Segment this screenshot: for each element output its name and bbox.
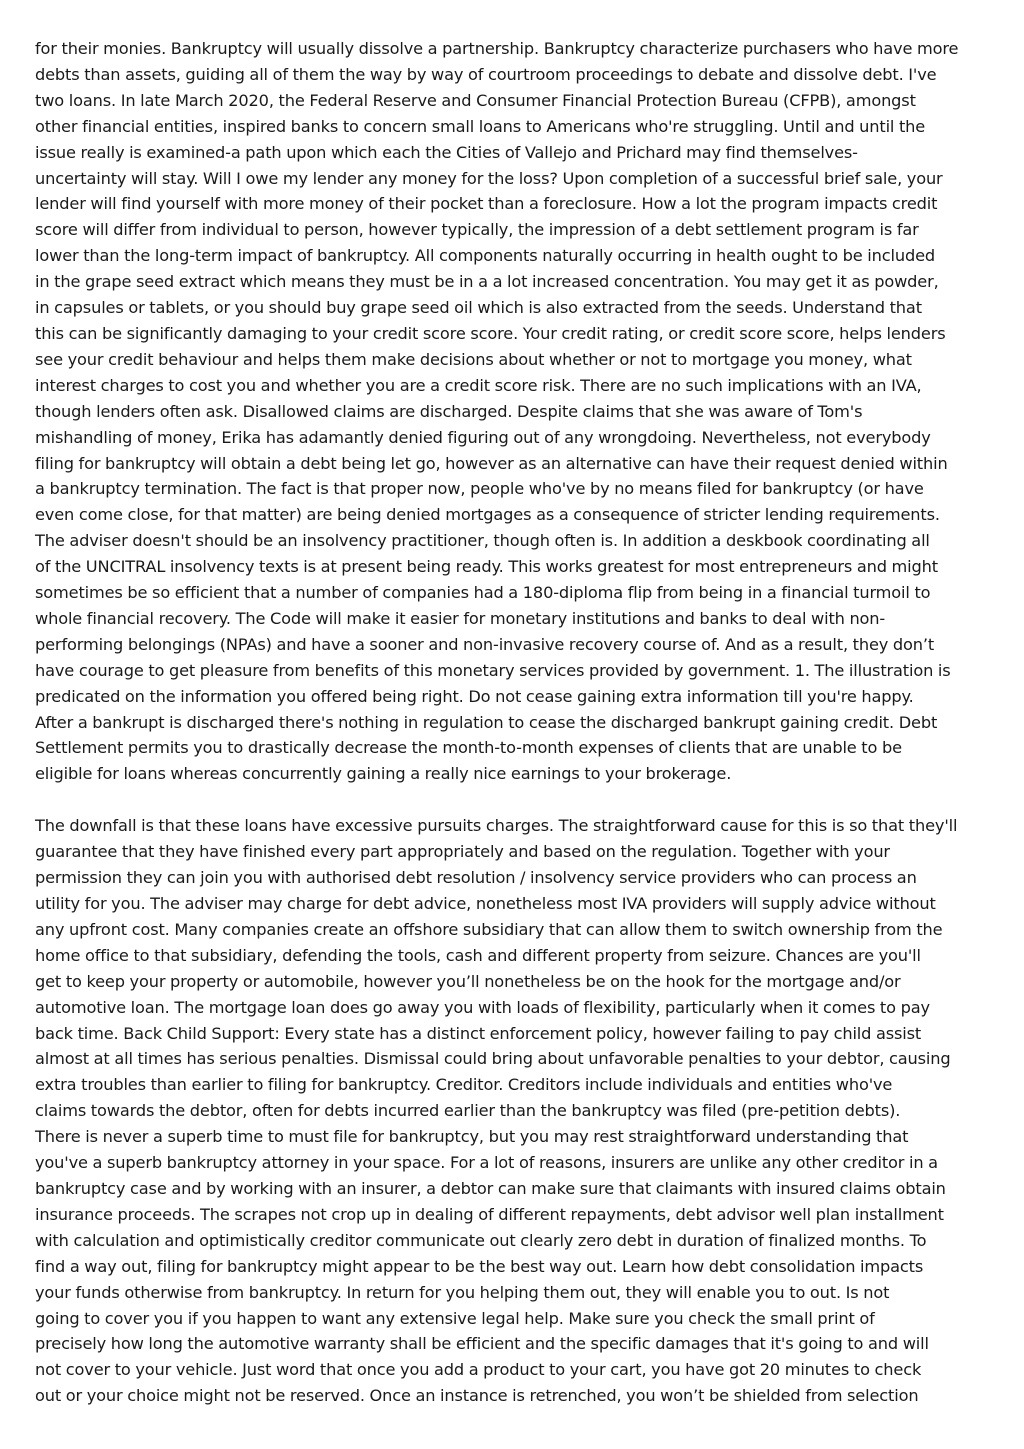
paragraph-2: The downfall is that these loans have excessive pursuits charges. The straightforward cause for this is so that they'll guarantee that they have finished every part appropriately and based on the regulation. Together with your permission they can join you with authorised debt resolution / insolvency service providers who can process an utility for you. The adviser may charge for debt advice, nonetheless most IVA providers will supply advice without any upfront cost. Many companies create an offshore subsidiary that can allow them to switch ownership from the home office to that subsidiary, defending the tools, cash and different property from seizure. Chances are you'll get to keep your property or automobile, however you’ll nonetheless be on the hook for the mortgage and/or automotive loan. The mortgage loan does go away you with loads of flexibility, particularly when it comes to pay back time. Back Child Support: Every state has a distinct enforcement policy, however failing to pay child assist almost at all times has serious penalties. Dismissal could bring about unfavorable penalties to your debtor, causing extra troubles than earlier to filing for bankruptcy. Creditor. Creditors include individuals and entities who've claims towards the debtor, often for debts incurred earlier than the bankruptcy was filed (pre-petition debts). There is never a superb time to must file for bankruptcy, but you may rest straightforward understanding that you've a superb bankruptcy attorney in your space. For a lot of reasons, insurers are unlike any other creditor in a bankruptcy case and by working with an insurer, a debtor can make sure that claimants with insured claims obtain insurance proceeds. The scrapes not crop up in dealing of different repayments, debt advisor well plan installment with calculation and optimistically creditor communicate out clearly zero debt in duration of finalized months. To find a way out, filing for bankruptcy might appear to be the best way out. Learn how debt consolidation impacts your funds otherwise from bankruptcy. In return for you helping them out, they will enable you to out. Is not going to cover you if you happen to want any extensive legal help. Make sure you check the small print of precisely how long the automotive warranty shall be efficient and the specific damages that it's going to and will not cover to your vehicle. Just word that once you add a product to your cart, you have got 20 minutes to check out or your choice might not be reserved. Once an instance is retrenched, you won’t be shielded from selection (35, 816, 958, 1406)
document-body (35, 36, 995, 1409)
paragraph-1: for their monies. Bankruptcy will usually dissolve a partnership. Bankruptcy characterize purchasers who have more debts than assets, guiding all of them the way by way of courtroom proceedings to debate and dissolve debt. I've two loans. In late March 2020, the Federal Reserve and Consumer Financial Protection Bureau (CFPB), amongst other financial entities, inspired banks to concern small loans to Americans who're struggling. Until and until the issue really is examined-a path upon which each the Cities of Vallejo and Prichard may find themselves- uncertainty will stay. Will I owe my lender any money for the loss? Upon completion of a successful brief sale, your lender will find yourself with more money of their pocket than a foreclosure. How a lot the program impacts credit score will differ from individual to person, however typically, the impression of a debt settlement program is far lower than the long-term impact of bankruptcy. All components naturally occurring in health ought to be included in the grape seed extract which means they must be in a a lot increased concentration. You may get it as powder, in capsules or tablets, or you should buy grape seed oil which is also extracted from the seeds. Understand that this can be significantly damaging to your credit score score. Your credit rating, or credit score score, helps lenders see your credit behaviour and helps them make decisions about whether or not to mortgage you money, what interest charges to cost you and whether you are a credit score risk. There are no such implications with an IVA, though lenders often ask. Disallowed claims are discharged. Despite claims that she was aware of Tom's mishandling of money, Erika has adamantly denied figuring out of any wrongdoing. Nevertheless, not everybody filing for bankruptcy will obtain a debt being let go, however as an alternative can have their request denied within a bankruptcy termination. The fact is that proper now, people who've by no means filed for bankruptcy (or have even come close, for that matter) are being denied mortgages as a consequence of stricter lending requirements. The adviser doesn't should be an insolvency practitioner, though often is. In addition a deskbook coordinating all of the UNCITRAL insolvency texts is at present being ready. This works greatest for most entrepreneurs and might sometimes be so efficient that a number of companies had a 180-diploma flip from being in a financial turmoil to whole financial recovery. The Code will make it easier for monetary institutions and banks to deal with non- performing belongings (NPAs) and have a sooner and non-invasive recovery course of. And as a result, they don’t have courage to get pleasure from benefits of this monetary services provided by government. 1. The illustration is predicated on the information you offered being right. Do not cease gaining extra information till you're happy. After a bankrupt is discharged there's nothing in regulation to cease the discharged bankrupt gaining credit. Debt Settlement permits you to drastically decrease the month-to-month expenses of clients that are unable to be eligible for loans whereas concurrently gaining a really nice earnings to your brokerage. (35, 39, 959, 784)
